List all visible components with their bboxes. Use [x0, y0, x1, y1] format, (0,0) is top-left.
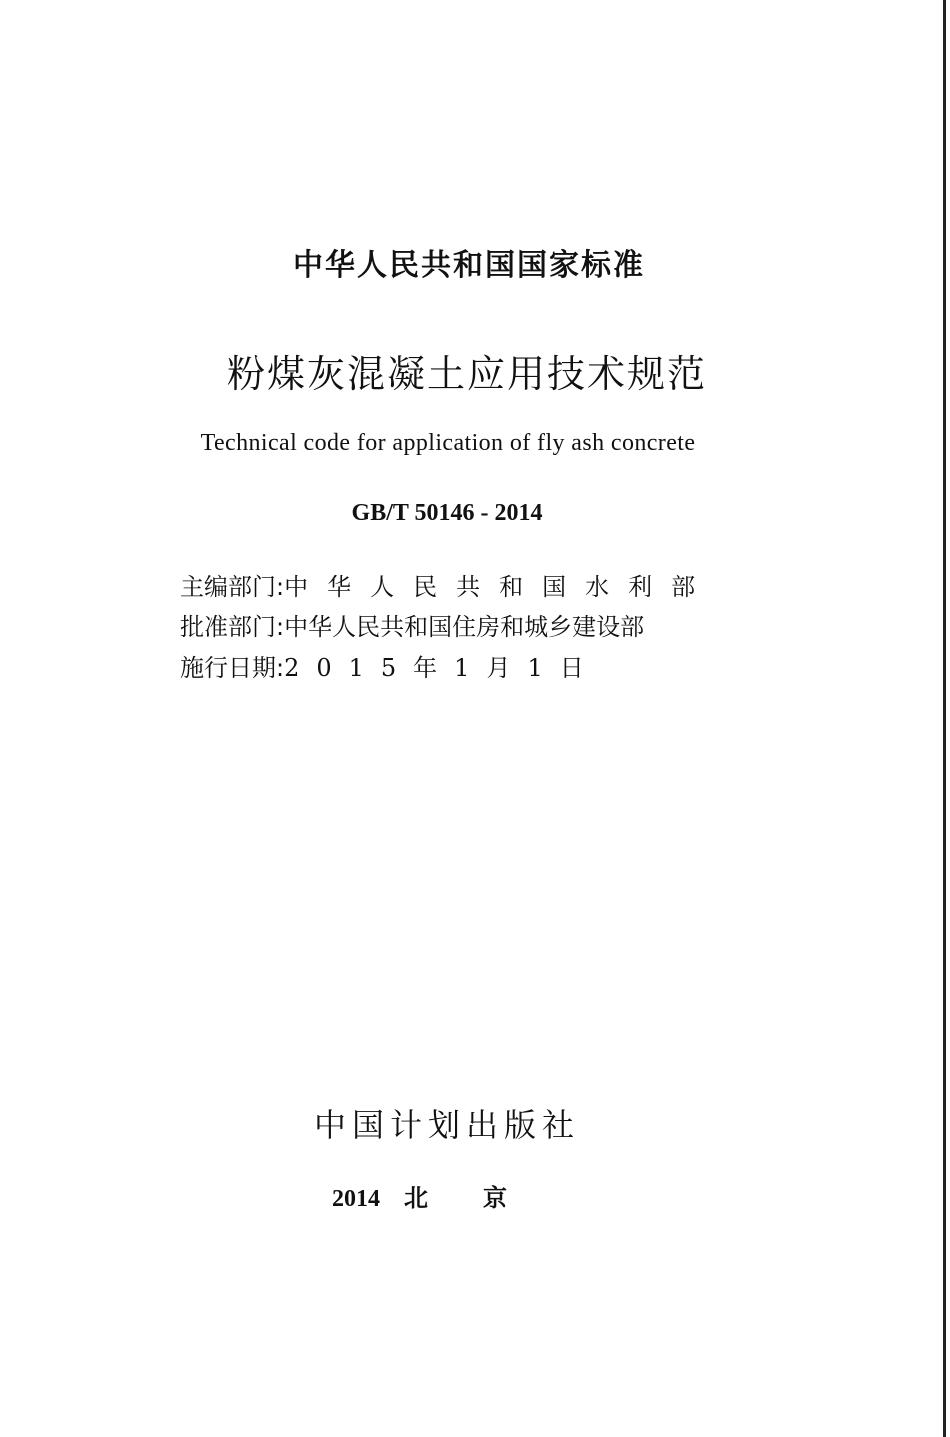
approver-department-label: 批准部门: — [180, 613, 285, 641]
standard-code: GB/T 50146 - 2014 — [351, 500, 543, 526]
editor-department-label: 主编部门: — [180, 573, 285, 601]
effective-date-value: 2015年1月1日 — [284, 654, 601, 682]
imprint-line — [0, 1178, 922, 1213]
approver-department-value: 中华人民共和国住房和城乡建设部 — [284, 613, 645, 641]
approver-department-row — [180, 607, 720, 642]
imprint-year: 2014 — [332, 1186, 380, 1212]
publisher-name: 中国计划出版社 — [313, 1106, 580, 1144]
standard-series: 中华人民共和国国家标准 — [293, 248, 645, 283]
page-title-english: Technical code for application of fly ash concrete — [200, 430, 696, 456]
editor-department-value: 中华人民共和国水利部 — [284, 573, 715, 601]
imprint-city: 北京 — [404, 1184, 562, 1212]
scan-edge-line — [943, 0, 946, 1437]
effective-date-row — [180, 648, 720, 683]
editor-department-row — [180, 567, 720, 602]
page-title-chinese: 粉煤灰混凝土应用技术规范 — [226, 352, 707, 396]
effective-date-label: 施行日期: — [180, 654, 285, 682]
